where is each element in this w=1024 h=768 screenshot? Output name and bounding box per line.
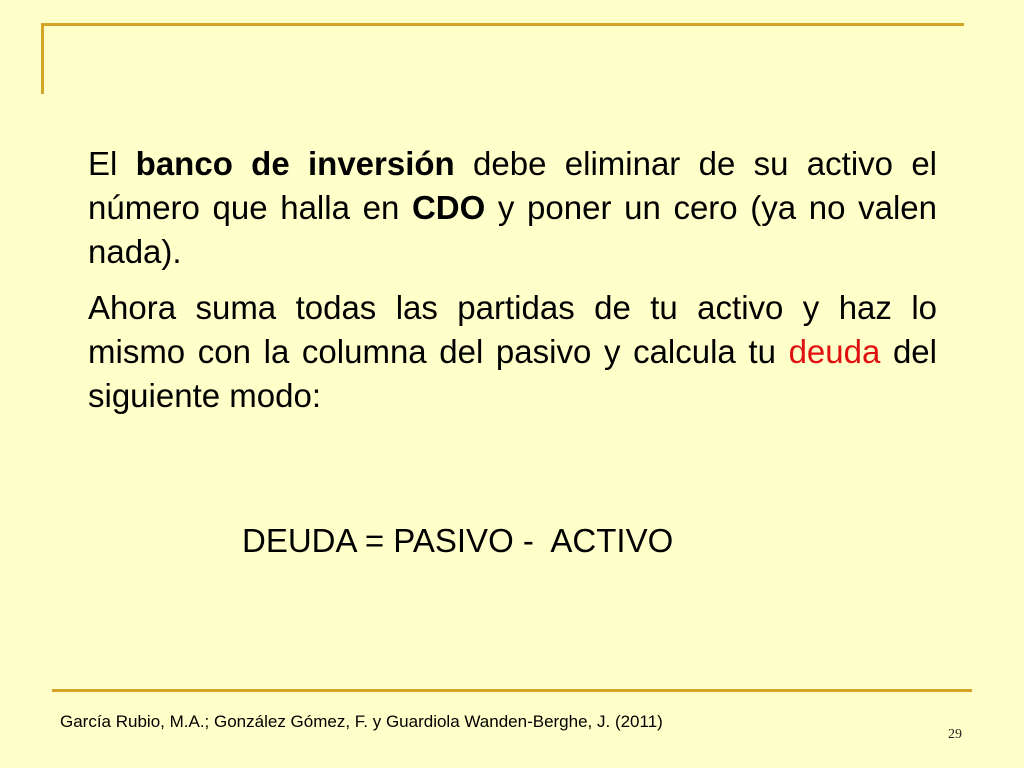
paragraph-2-highlight: deuda — [788, 333, 881, 370]
footer-citation: García Rubio, M.A.; González Gómez, F. y Guardiola Wanden-Berghe, J. (2011) — [60, 712, 663, 731]
paragraph-1-text-1: El — [88, 145, 136, 182]
frame-left-line — [41, 23, 44, 94]
page-number: 29 — [948, 727, 962, 742]
frame-top-line — [41, 23, 964, 26]
paragraph-1-text-2: debe eliminar de su activo el número que halla en — [88, 145, 938, 226]
formula: DEUDA = PASIVO - ACTIVO — [242, 522, 674, 559]
paragraph-1-bold-2: CDO — [411, 189, 486, 226]
paragraph-2-text-2: del siguiente modo: — [88, 333, 937, 414]
paragraph-1-text-3: y poner un cero (ya no valen nada). — [88, 189, 937, 270]
footer-divider — [52, 689, 972, 692]
paragraph-1 — [88, 142, 937, 274]
slide-body — [88, 142, 937, 418]
paragraph-1-bold-1: banco de inversión — [135, 145, 455, 182]
paragraph-2 — [88, 286, 937, 418]
paragraph-2-text-1: Ahora suma todas las partidas de tu activo y haz lo mismo con la columna del pasivo y calcula tu — [88, 289, 937, 370]
